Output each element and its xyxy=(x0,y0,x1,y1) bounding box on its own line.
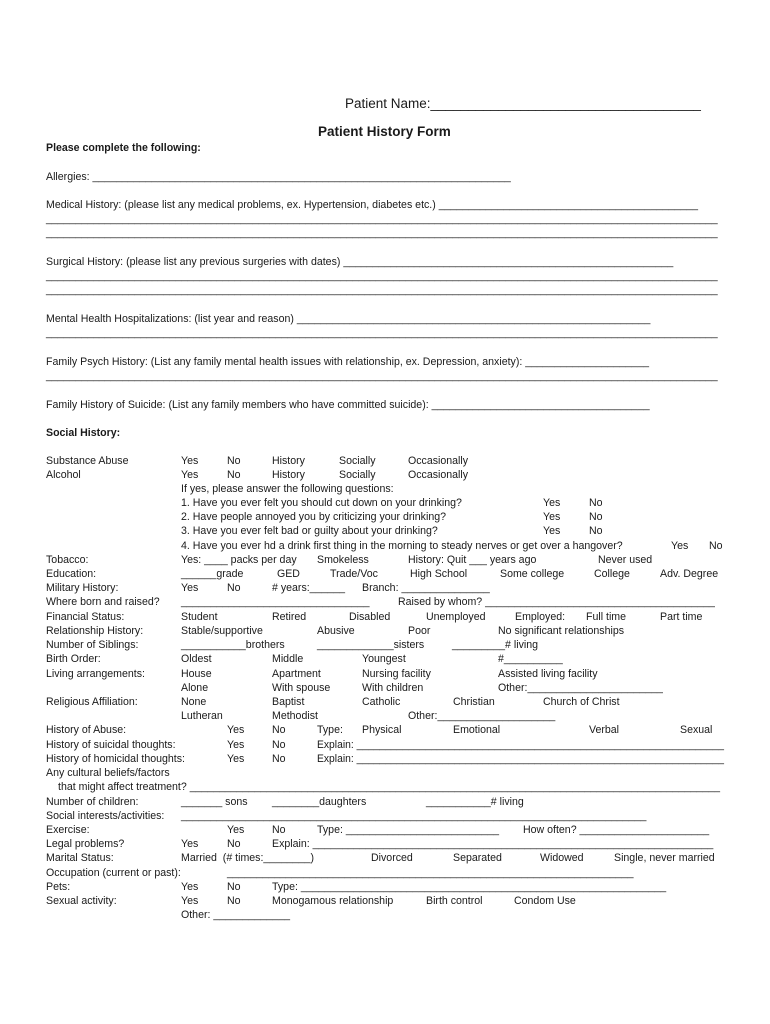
exercise-no-option[interactable]: No xyxy=(272,824,286,836)
financial-label: Financial Status: xyxy=(46,611,125,623)
education-highschool-option[interactable]: High School xyxy=(410,568,468,580)
cage-q1-no-option[interactable]: No xyxy=(589,497,603,509)
living-apartment-option[interactable]: Apartment xyxy=(272,668,321,680)
pets-yes-option[interactable]: Yes xyxy=(181,881,199,893)
mental-health-field[interactable]: Mental Health Hospitalizations: (list year and reason) ____________________________________________________________ xyxy=(46,313,651,325)
tobacco-never-option[interactable]: Never used xyxy=(598,554,653,566)
religion-other-field[interactable]: Other:____________________ xyxy=(408,710,556,722)
homicidal-label: History of homicidal thoughts: xyxy=(46,753,185,765)
tobacco-packs-field[interactable]: Yes: ____ packs per day xyxy=(181,554,297,566)
tobacco-quit-field[interactable]: History: Quit ___ years ago xyxy=(408,554,537,566)
alcohol-yes-option[interactable]: Yes xyxy=(181,469,199,481)
substance-socially-option[interactable]: Socially xyxy=(339,455,376,467)
exercise-type-field[interactable]: Type: __________________________ xyxy=(317,824,500,836)
siblings-living-field[interactable]: _________# living xyxy=(452,639,539,651)
abuse-no-option[interactable]: No xyxy=(272,724,286,736)
living-alone-option[interactable]: Alone xyxy=(181,682,209,694)
allergies-field[interactable]: Allergies: _______________________________________________________________________ xyxy=(46,171,511,183)
alcohol-no-option[interactable]: No xyxy=(227,469,241,481)
marital-divorced-option[interactable]: Divorced xyxy=(371,852,413,864)
children-living-field[interactable]: ___________# living xyxy=(426,796,524,808)
pets-label: Pets: xyxy=(46,881,71,893)
siblings-label: Number of Siblings: xyxy=(46,639,139,651)
cultural-field[interactable]: that might affect treatment? __________________________________________________________________________________________ xyxy=(58,781,720,793)
abuse-sexual-option[interactable]: Sexual xyxy=(680,724,713,736)
cage-q1-yes-option[interactable]: Yes xyxy=(543,497,561,509)
substance-label: Substance Abuse xyxy=(46,455,129,467)
military-no-option[interactable]: No xyxy=(227,582,241,594)
suicidal-yes-option[interactable]: Yes xyxy=(227,739,245,751)
marital-separated-option[interactable]: Separated xyxy=(453,852,502,864)
siblings-sisters-field[interactable]: _____________sisters xyxy=(317,639,425,651)
religion-none-option[interactable]: None xyxy=(181,696,207,708)
education-tradevoc-option[interactable]: Trade/Voc xyxy=(330,568,378,580)
religion-label: Religious Affiliation: xyxy=(46,696,138,708)
abuse-label: History of Abuse: xyxy=(46,724,127,736)
abuse-type-label: Type: xyxy=(317,724,343,736)
family-psych-field[interactable]: Family Psych History: (List any family mental health issues with relationship, ex. Depression, anxiety): _____________________ xyxy=(46,356,649,368)
financial-fulltime-option[interactable]: Full time xyxy=(586,611,627,623)
mental-health-line[interactable]: __________________________________________________________________________________________________________________ xyxy=(46,327,718,339)
sexual-other-field[interactable]: Other: _____________ xyxy=(181,909,290,921)
relationship-stable-option[interactable]: Stable/supportive xyxy=(181,625,263,637)
surgical-history-field[interactable]: Surgical History: (please list any previous surgeries with dates) ________________________________________________________ xyxy=(46,256,674,268)
surgical-history-line[interactable]: __________________________________________________________________________________________________________________ xyxy=(46,270,718,282)
marital-label: Marital Status: xyxy=(46,852,114,864)
living-house-option[interactable]: House xyxy=(181,668,212,680)
birth-oldest-option[interactable]: Oldest xyxy=(181,653,212,665)
education-ged-option[interactable]: GED xyxy=(277,568,300,580)
marital-married-option[interactable]: Married (# times:________) xyxy=(181,852,315,864)
occupation-label: Occupation (current or past): xyxy=(46,867,181,879)
cage-question-4: 4. Have you ever hd a drink first thing in the morning to steady nerves or get over a hangover? xyxy=(181,540,623,552)
cage-q2-yes-option[interactable]: Yes xyxy=(543,511,561,523)
marital-single-option[interactable]: Single, never married xyxy=(614,852,715,864)
exercise-often-field[interactable]: How often? ______________________ xyxy=(523,824,710,836)
social-history-heading: Social History: xyxy=(46,427,121,439)
birth-order-label: Birth Order: xyxy=(46,653,101,665)
pets-type-field[interactable]: Type: ______________________________________________________________ xyxy=(272,881,667,893)
living-nursing-option[interactable]: Nursing facility xyxy=(362,668,431,680)
alcohol-occasionally-option[interactable]: Occasionally xyxy=(408,469,469,481)
living-label: Living arrangements: xyxy=(46,668,145,680)
substance-no-option[interactable]: No xyxy=(227,455,241,467)
sexual-birthcontrol-option[interactable]: Birth control xyxy=(426,895,483,907)
substance-occasionally-option[interactable]: Occasionally xyxy=(408,455,469,467)
religion-lutheran-option[interactable]: Lutheran xyxy=(181,710,223,722)
sexual-activity-label: Sexual activity: xyxy=(46,895,117,907)
financial-student-option[interactable]: Student xyxy=(181,611,218,623)
patient-name-field[interactable]: Patient Name:____________________________________ xyxy=(345,96,701,111)
religion-catholic-option[interactable]: Catholic xyxy=(362,696,401,708)
education-label: Education: xyxy=(46,568,97,580)
cage-question-1: 1. Have you ever felt you should cut down on your drinking? xyxy=(181,497,462,509)
cultural-label: Any cultural beliefs/factors xyxy=(46,767,170,779)
relationship-poor-option[interactable]: Poor xyxy=(408,625,431,637)
homicidal-yes-option[interactable]: Yes xyxy=(227,753,245,765)
occupation-field[interactable]: _____________________________________________________________________ xyxy=(227,867,634,879)
suicidal-explain-field[interactable]: Explain: ________________________________________________________________ xyxy=(317,739,725,751)
legal-explain-field[interactable]: Explain: ____________________________________________________________________ xyxy=(272,838,714,850)
cage-question-3: 3. Have you ever felt bad or guilty about your drinking? xyxy=(181,525,438,537)
tobacco-label: Tobacco: xyxy=(46,554,89,566)
education-somecollege-option[interactable]: Some college xyxy=(500,568,565,580)
religion-methodist-option[interactable]: Methodist xyxy=(272,710,318,722)
living-other-field[interactable]: Other:_______________________ xyxy=(498,682,663,694)
cage-question-2: 2. Have people annoyed you by criticizing your drinking? xyxy=(181,511,446,523)
cage-q4-no-option[interactable]: No xyxy=(709,540,723,552)
children-sons-field[interactable]: _______ sons xyxy=(181,796,248,808)
tobacco-smokeless-option[interactable]: Smokeless xyxy=(317,554,369,566)
substance-history-option[interactable]: History xyxy=(272,455,305,467)
legal-yes-option[interactable]: Yes xyxy=(181,838,199,850)
born-field[interactable]: ________________________________ xyxy=(181,596,370,608)
education-college-option[interactable]: College xyxy=(594,568,630,580)
medical-history-line[interactable]: __________________________________________________________________________________________________________________ xyxy=(46,227,718,239)
alcohol-socially-option[interactable]: Socially xyxy=(339,469,376,481)
education-grade-field[interactable]: ______grade xyxy=(181,568,244,580)
birth-number-field[interactable]: #__________ xyxy=(498,653,563,665)
sexual-condom-option[interactable]: Condom Use xyxy=(514,895,576,907)
children-daughters-field[interactable]: ________daughters xyxy=(272,796,367,808)
born-label: Where born and raised? xyxy=(46,596,160,608)
intro-text: Please complete the following: xyxy=(46,142,201,154)
birth-middle-option[interactable]: Middle xyxy=(272,653,304,665)
alcohol-prompt: If yes, please answer the following questions: xyxy=(181,483,394,495)
abuse-verbal-option[interactable]: Verbal xyxy=(589,724,620,736)
sexual-yes-option[interactable]: Yes xyxy=(181,895,199,907)
suicidal-label: History of suicidal thoughts: xyxy=(46,739,176,751)
legal-no-option[interactable]: No xyxy=(227,838,241,850)
financial-employed-label: Employed: xyxy=(515,611,566,623)
living-spouse-option[interactable]: With spouse xyxy=(272,682,331,694)
cage-q2-no-option[interactable]: No xyxy=(589,511,603,523)
religion-coc-option[interactable]: Church of Christ xyxy=(543,696,620,708)
sexual-monogamous-option[interactable]: Monogamous relationship xyxy=(272,895,394,907)
religion-christian-option[interactable]: Christian xyxy=(453,696,495,708)
financial-unemployed-option[interactable]: Unemployed xyxy=(426,611,486,623)
pets-no-option[interactable]: No xyxy=(227,881,241,893)
abuse-yes-option[interactable]: Yes xyxy=(227,724,245,736)
birth-youngest-option[interactable]: Youngest xyxy=(362,653,406,665)
education-advdegree-option[interactable]: Adv. Degree xyxy=(660,568,719,580)
military-branch-field[interactable]: Branch: _______________ xyxy=(362,582,490,594)
sexual-no-option[interactable]: No xyxy=(227,895,241,907)
interests-field[interactable]: _______________________________________________________________________________ xyxy=(181,810,647,822)
exercise-label: Exercise: xyxy=(46,824,90,836)
alcohol-history-option[interactable]: History xyxy=(272,469,305,481)
form-title: Patient History Form xyxy=(318,124,451,139)
relationship-label: Relationship History: xyxy=(46,625,144,637)
financial-retired-option[interactable]: Retired xyxy=(272,611,307,623)
cage-q4-yes-option[interactable]: Yes xyxy=(671,540,689,552)
cage-q3-no-option[interactable]: No xyxy=(589,525,603,537)
exercise-yes-option[interactable]: Yes xyxy=(227,824,245,836)
relationship-abusive-option[interactable]: Abusive xyxy=(317,625,355,637)
living-assisted-option[interactable]: Assisted living facility xyxy=(498,668,598,680)
siblings-brothers-field[interactable]: ___________brothers xyxy=(181,639,285,651)
homicidal-no-option[interactable]: No xyxy=(272,753,286,765)
military-label: Military History: xyxy=(46,582,119,594)
living-children-option[interactable]: With children xyxy=(362,682,424,694)
legal-label: Legal problems? xyxy=(46,838,125,850)
substance-yes-option[interactable]: Yes xyxy=(181,455,199,467)
raised-by-field[interactable]: Raised by whom? _______________________________________ xyxy=(398,596,715,608)
medical-history-field[interactable]: Medical History: (please list any medical problems, ex. Hypertension, diabetes etc.) ____________________________________________ xyxy=(46,199,698,211)
military-years-field[interactable]: # years:______ xyxy=(272,582,346,594)
alcohol-label: Alcohol xyxy=(46,469,81,481)
family-suicide-field[interactable]: Family History of Suicide: (List any family members who have committed suicide): _____________________________________ xyxy=(46,399,650,411)
financial-disabled-option[interactable]: Disabled xyxy=(349,611,391,623)
surgical-history-line[interactable]: __________________________________________________________________________________________________________________ xyxy=(46,284,718,296)
military-yes-option[interactable]: Yes xyxy=(181,582,199,594)
marital-widowed-option[interactable]: Widowed xyxy=(540,852,584,864)
abuse-physical-option[interactable]: Physical xyxy=(362,724,402,736)
cage-q3-yes-option[interactable]: Yes xyxy=(543,525,561,537)
relationship-nosig-option[interactable]: No significant relationships xyxy=(498,625,625,637)
children-label: Number of children: xyxy=(46,796,139,808)
abuse-emotional-option[interactable]: Emotional xyxy=(453,724,501,736)
interests-label: Social interests/activities: xyxy=(46,810,165,822)
financial-parttime-option[interactable]: Part time xyxy=(660,611,703,623)
homicidal-explain-field[interactable]: Explain: ________________________________________________________________ xyxy=(317,753,725,765)
medical-history-line[interactable]: __________________________________________________________________________________________________________________ xyxy=(46,213,718,225)
suicidal-no-option[interactable]: No xyxy=(272,739,286,751)
religion-baptist-option[interactable]: Baptist xyxy=(272,696,305,708)
family-psych-line[interactable]: __________________________________________________________________________________________________________________ xyxy=(46,370,718,382)
